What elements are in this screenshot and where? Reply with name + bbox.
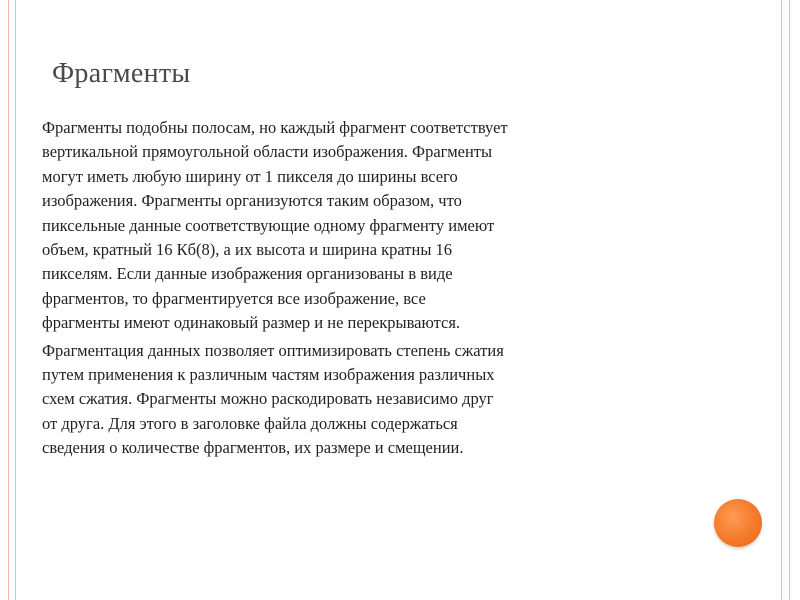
left-border-line-inner [15,0,16,600]
paragraph-line: вертикальной прямоугольной области изображения. Фрагменты [42,142,493,162]
paragraph-line: объем, кратный 16 Кб(8), а их высота и ширина кратны 16 [42,240,453,260]
paragraph-line: путем применения к различным частям изображения различных [42,365,495,385]
right-border-line-outer [789,0,790,600]
paragraph-1 [42,116,690,336]
paragraph-2 [42,339,690,461]
slide-body [42,116,690,464]
paragraph-line: схем сжатия. Фрагменты можно раскодировать независимо друг [42,389,494,409]
paragraph-line: фрагментов, то фрагментируется все изображение, все [42,288,426,308]
paragraph-line: Фрагменты подобны полосам, но каждый фрагмент соответствует [42,118,508,137]
paragraph-line: пикселям. Если данные изображения организованы в виде [42,264,453,284]
paragraph-line: изображения. Фрагменты организуются таким образом, что [42,191,462,211]
paragraph-line: от друга. Для этого в заголовке файла должны содержаться [42,413,458,433]
paragraph-line: сведения о количестве фрагментов, их размере и смещении. [42,438,464,458]
paragraph-line: фрагменты имеют одинаковый размер и не перекрываются. [42,313,461,333]
paragraph-line: Фрагментация данных позволяет оптимизировать степень сжатия [42,340,504,360]
paragraph-line: пиксельные данные соответствующие одному фрагменту имеют [42,215,495,235]
paragraph-line: могут иметь любую ширину от 1 пикселя до ширины всего [42,166,458,186]
decorative-orange-circle [714,499,762,547]
right-border-line-inner [781,0,782,600]
slide-title: Фрагменты [52,58,191,89]
left-border-line-outer [8,0,9,600]
